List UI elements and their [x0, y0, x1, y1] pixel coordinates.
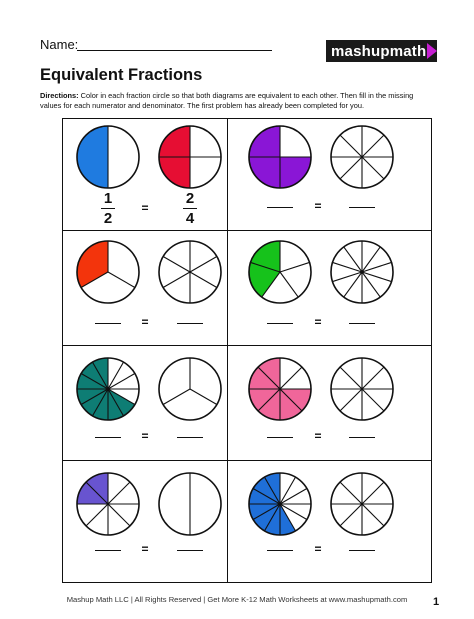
- fraction-circle-right[interactable]: [329, 239, 395, 305]
- fraction-bar: [183, 208, 197, 209]
- fraction-circle-right[interactable]: [157, 124, 223, 190]
- equals-sign: =: [141, 429, 149, 443]
- right-answer-blank[interactable]: [349, 323, 375, 324]
- equals-sign: =: [141, 315, 149, 329]
- right-denominator: 4: [185, 210, 195, 227]
- right-answer-blank[interactable]: [177, 550, 203, 551]
- fraction-circle-left[interactable]: [75, 239, 141, 305]
- fraction-circle-right[interactable]: [157, 239, 223, 305]
- right-answer-blank[interactable]: [177, 323, 203, 324]
- fraction-circle-right[interactable]: [329, 471, 395, 537]
- grid-divider-row-3: [62, 460, 432, 461]
- right-answer-blank[interactable]: [349, 207, 375, 208]
- left-answer-blank[interactable]: [267, 323, 293, 324]
- left-answer-blank[interactable]: [267, 207, 293, 208]
- directions-label: Directions:: [40, 91, 79, 100]
- left-denominator: 2: [103, 210, 113, 227]
- grid-divider-row-1: [62, 230, 432, 231]
- page-title: Equivalent Fractions: [40, 66, 203, 84]
- mashupmath-logo: [326, 40, 437, 62]
- directions-body: Color in each fraction circle so that both diagrams are equivalent to each other. Then fill in the missing values for each numerator and denominator. The first problem has already been completed for you.: [40, 91, 414, 110]
- name-field[interactable]: [77, 50, 272, 51]
- fraction-circle-right[interactable]: [329, 124, 395, 190]
- play-arrow-icon: [427, 43, 437, 59]
- right-answer-blank[interactable]: [349, 550, 375, 551]
- right-answer-blank[interactable]: [177, 437, 203, 438]
- equals-sign: =: [141, 201, 149, 215]
- left-answer-blank[interactable]: [95, 550, 121, 551]
- left-answer-blank[interactable]: [267, 550, 293, 551]
- equals-sign: =: [314, 429, 322, 443]
- grid-divider-vertical: [227, 118, 228, 583]
- right-answer-blank[interactable]: [349, 437, 375, 438]
- fraction-circle-right[interactable]: [329, 356, 395, 422]
- fraction-circle-right[interactable]: [157, 356, 223, 422]
- page-number: 1: [433, 596, 440, 608]
- left-answer-blank[interactable]: [267, 437, 293, 438]
- directions-text: [40, 91, 435, 110]
- fraction-circle-left[interactable]: [247, 356, 313, 422]
- equals-sign: =: [314, 199, 322, 213]
- equals-sign: =: [314, 542, 322, 556]
- equals-sign: =: [141, 542, 149, 556]
- fraction-circle-right[interactable]: [157, 471, 223, 537]
- grid-divider-row-2: [62, 345, 432, 346]
- fraction-circle-left[interactable]: [75, 471, 141, 537]
- right-numerator: 2: [185, 190, 195, 207]
- fraction-bar: [101, 208, 115, 209]
- fraction-circle-left[interactable]: [75, 356, 141, 422]
- name-label: Name:: [40, 37, 79, 52]
- fraction-circle-left[interactable]: [75, 124, 141, 190]
- footer-text: Mashup Math LLC | All Rights Reserved | Get More K-12 Math Worksheets at www.mashupmath.com: [66, 595, 408, 604]
- left-numerator: 1: [103, 190, 113, 207]
- left-answer-blank[interactable]: [95, 323, 121, 324]
- shaded-sector[interactable]: [77, 126, 108, 188]
- fraction-circle-left[interactable]: [247, 471, 313, 537]
- fraction-circle-left[interactable]: [247, 124, 313, 190]
- left-answer-blank[interactable]: [95, 437, 121, 438]
- equals-sign: =: [314, 315, 322, 329]
- fraction-circle-left[interactable]: [247, 239, 313, 305]
- logo-text: mashupmath: [331, 42, 427, 60]
